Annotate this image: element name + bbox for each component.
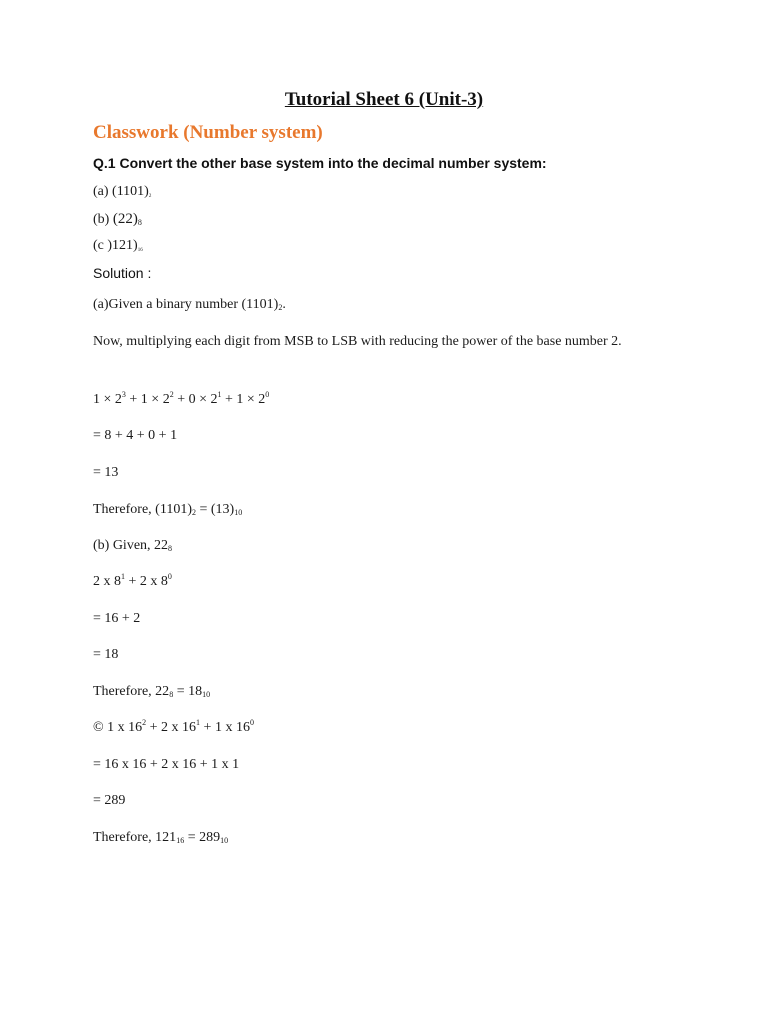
sol-a-given: (a)Given a binary number $(1101)_2$. <box>93 297 286 312</box>
sol-c-therefore: Therefore, $121_{16} = 289_{10}$ <box>93 830 229 845</box>
item-b: (b) $(22)_8$ <box>93 211 142 227</box>
sol-b-therefore: Therefore, $22_8 = 18_{10}$ <box>93 684 211 699</box>
question-1: Q.1 Convert the other base system into the decimal number system: <box>93 155 547 171</box>
section-heading: Classwork (Number system) <box>93 122 323 143</box>
sol-b-expression: 2 x $8^1 + 2$ x $8^0$ <box>93 572 172 589</box>
item-a: (a) (1101)2 <box>93 184 152 199</box>
solution-label: Solution : <box>93 265 152 281</box>
sol-c-expression: © 1 x $16^2 + 2$ x $16^1 + 1$ x $16^0$ <box>93 718 254 735</box>
sol-a-explanation: Now, multiplying each digit from MSB to LSB with reducing the power of the base number 2. <box>93 334 622 349</box>
sol-b-step2: = 18 <box>93 647 119 662</box>
sol-a-step1: = 8 + 4 + 0 + 1 <box>93 428 178 443</box>
sol-c-step1: = 16 x 16 + 2 x 16 + 1 x 1 <box>93 757 240 772</box>
sol-b-step1: = 16 + 2 <box>93 611 141 626</box>
sol-c-step2: = 289 <box>93 793 126 808</box>
sol-a-therefore: Therefore, $(1101)_2 = (13)_{10}$ <box>93 502 243 517</box>
page-title: Tutorial Sheet 6 (Unit-3) <box>284 89 484 110</box>
sol-a-step2: = 13 <box>93 465 119 480</box>
item-c: (c )121)16 <box>93 238 143 253</box>
sol-a-expression: $1 \times 2^3 + 1 \times 2^2 + 0 \times 2^1 + 1 \times 2^0$ <box>93 390 270 407</box>
sol-b-given: (b) Given, $22_8$ <box>93 538 173 553</box>
